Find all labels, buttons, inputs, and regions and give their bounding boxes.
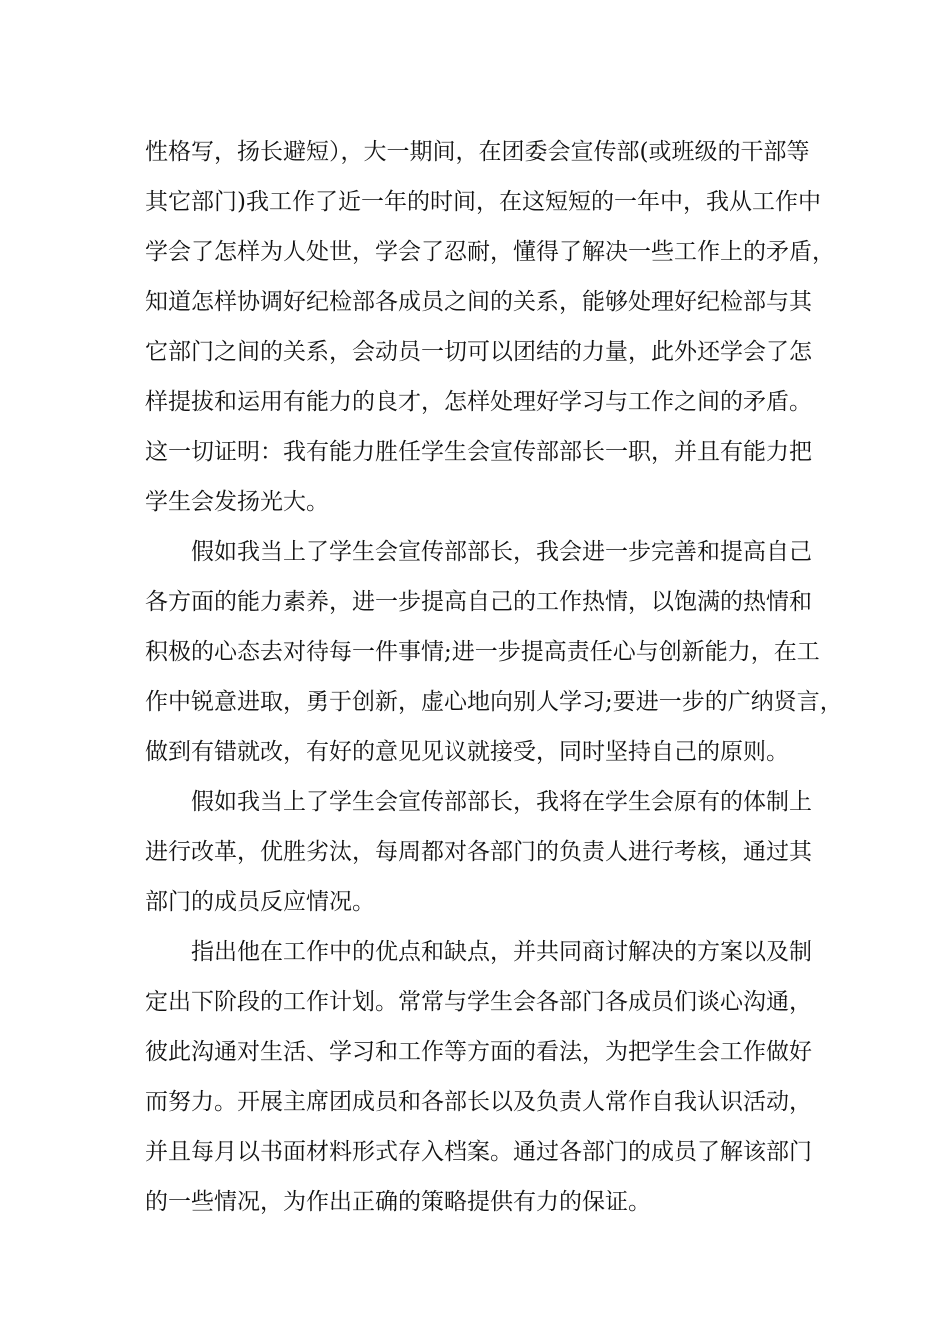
text-line: 假如我当上了学生会宣传部部长，我会进一步完善和提高自己 <box>145 539 812 565</box>
text-line: 而努力。开展主席团成员和各部长以及负责人常作自我认识活动， <box>145 1089 812 1115</box>
document-body <box>145 127 843 1227</box>
text-line: 定出下阶段的工作计划。常常与学生会各部门各成员们谈心沟通， <box>145 989 812 1015</box>
text-line: 的一些情况，为作出正确的策略提供有力的保证。 <box>145 1189 651 1215</box>
text-line: 它部门之间的关系，会动员一切可以团结的力量，此外还学会了怎 <box>145 339 812 365</box>
text-line: 学会了怎样为人处世，学会了忍耐，懂得了解决一些工作上的矛盾， <box>145 239 835 265</box>
text-line: 各方面的能力素养，进一步提高自己的工作热情，以饱满的热情和 <box>145 589 812 615</box>
text-line: 性格写，扬长避短），大一期间，在团委会宣传部(或班级的干部等 <box>145 139 810 165</box>
text-line: 样提拔和运用有能力的良才，怎样处理好学习与工作之间的矛盾。 <box>145 389 812 415</box>
text-line: 这一切证明：我有能力胜任学生会宣传部部长一职，并且有能力把 <box>145 439 812 465</box>
text-line: 进行改革，优胜劣汰，每周都对各部门的负责人进行考核，通过其 <box>145 839 812 865</box>
paragraph-2 <box>145 527 843 777</box>
text-line: 假如我当上了学生会宣传部部长，我将在学生会原有的体制上 <box>145 789 812 815</box>
paragraph-3 <box>145 777 835 927</box>
text-line: 并且每月以书面材料形式存入档案。通过各部门的成员了解该部门 <box>145 1139 812 1165</box>
text-line: 指出他在工作中的优点和缺点，并共同商讨解决的方案以及制 <box>145 939 812 965</box>
paragraph-4 <box>145 927 835 1227</box>
text-line: 知道怎样协调好纪检部各成员之间的关系，能够处理好纪检部与其 <box>145 289 812 315</box>
text-line: 部门的成员反应情况。 <box>145 889 375 915</box>
paragraph-1 <box>145 127 835 527</box>
text-line: 其它部门)我工作了近一年的时间，在这短短的一年中，我从工作中 <box>145 189 821 215</box>
text-line: 积极的心态去对待每一件事情;进一步提高责任心与创新能力，在工 <box>145 639 820 665</box>
text-line: 作中锐意进取，勇于创新，虚心地向别人学习;要进一步的广纳贤言， <box>145 689 843 715</box>
text-line: 学生会发扬光大。 <box>145 489 329 515</box>
text-line: 彼此沟通对生活、学习和工作等方面的看法，为把学生会工作做好 <box>145 1039 812 1065</box>
text-line: 做到有错就改，有好的意见见议就接受，同时坚持自己的原则。 <box>145 739 789 765</box>
